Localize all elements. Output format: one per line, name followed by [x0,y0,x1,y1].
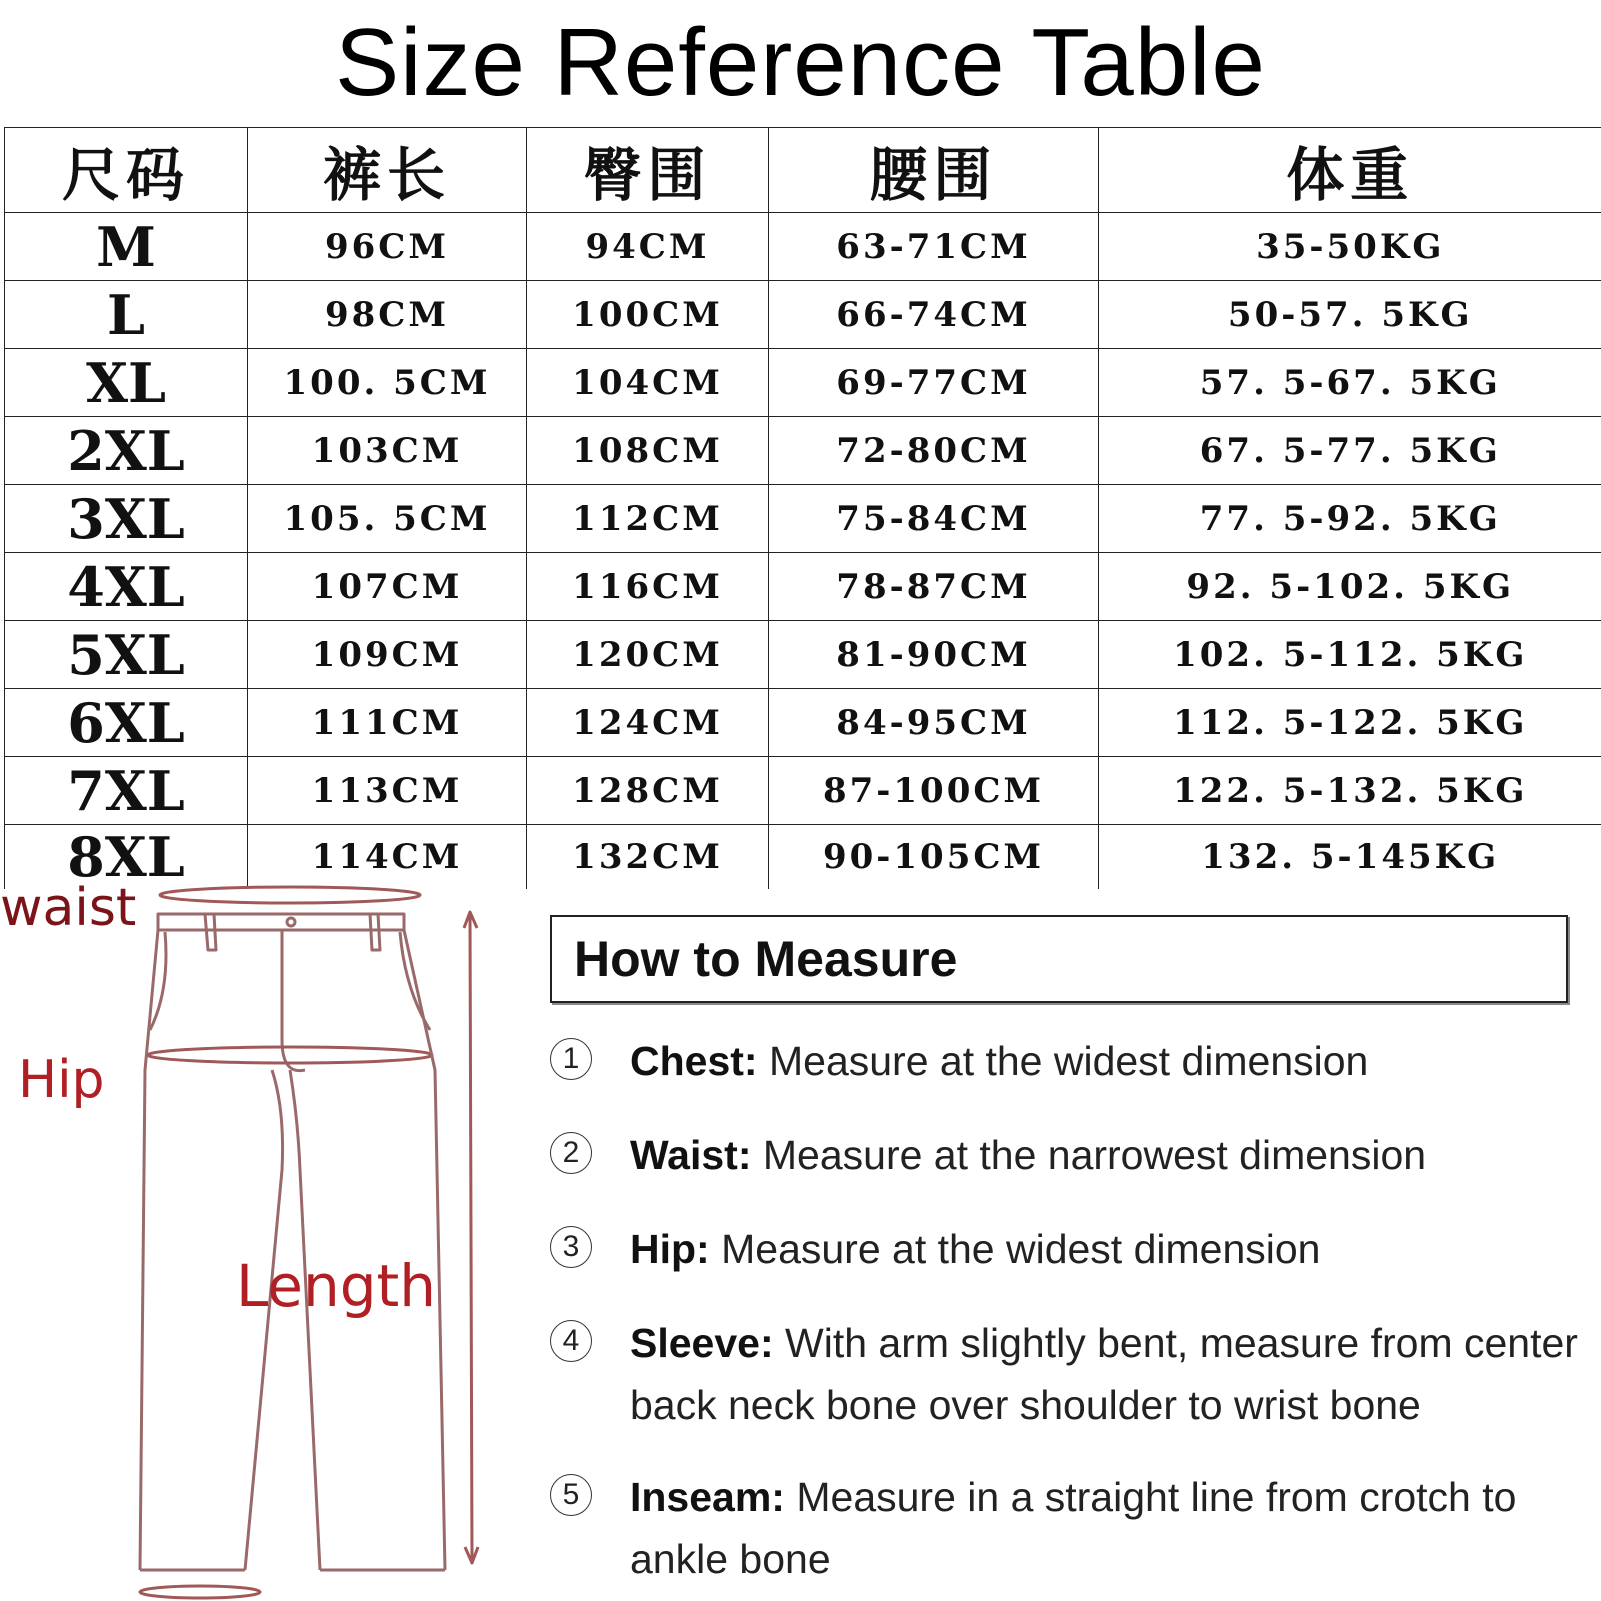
cell-length: 98CM [248,281,527,349]
cell-length: 109CM [248,621,527,689]
cell-hip: 128CM [527,757,769,825]
table-row [5,281,1601,349]
cell-hip: 132CM [527,825,769,890]
cell-weight: 67. 5-77. 5KG [1099,417,1601,485]
cell-weight: 102. 5-112. 5KG [1099,621,1601,689]
header-weight: 体重 [1099,128,1601,213]
cell-weight: 50-57. 5KG [1099,281,1601,349]
step-label: Sleeve: [630,1320,774,1366]
how-to-measure-header [550,915,1568,1003]
step-number-badge: 5 [550,1474,592,1516]
table-row [5,485,1601,553]
pants-diagram [0,870,520,1601]
cell-size: L [5,281,248,349]
cell-size: 8XL [5,825,248,890]
cell-hip: 100CM [527,281,769,349]
size-table [4,127,1601,889]
cell-waist: 78-87CM [769,553,1099,621]
step-description [630,1218,1590,1280]
table-row [5,757,1601,825]
cell-size: 7XL [5,757,248,825]
cell-hip: 94CM [527,213,769,281]
cell-length: 114CM [248,825,527,890]
header-length: 裤长 [248,128,527,213]
step-body: Measure in a straight line from crotch to ankle bone [630,1474,1517,1582]
how-to-measure-title: How to Measure [574,931,958,987]
cell-waist: 69-77CM [769,349,1099,417]
step-body: Measure at the widest dimension [721,1226,1321,1272]
step-body: Measure at the widest dimension [768,1038,1369,1084]
step-number-badge: 4 [550,1320,592,1362]
cell-hip: 104CM [527,349,769,417]
table-row [5,417,1601,485]
table-header-row [5,128,1601,213]
cell-waist: 66-74CM [769,281,1099,349]
cell-size: 4XL [5,553,248,621]
header-size: 尺码 [5,128,248,213]
table-row [5,621,1601,689]
cell-waist: 90-105CM [769,825,1099,890]
cell-length: 96CM [248,213,527,281]
cell-waist: 87-100CM [769,757,1099,825]
cell-hip: 124CM [527,689,769,757]
cell-size: M [5,213,248,281]
step-body: Measure at the narrowest dimension [762,1132,1427,1178]
table-row [5,689,1601,757]
table-row [5,213,1601,281]
step-number-badge: 1 [550,1038,592,1080]
cell-length: 100. 5CM [248,349,527,417]
cell-hip: 120CM [527,621,769,689]
pants-outline-illustration [0,870,520,1601]
cell-waist: 81-90CM [769,621,1099,689]
step-body: With arm slightly bent, measure from center back neck bone over shoulder to wrist bone [630,1320,1578,1428]
step-number-badge: 3 [550,1226,592,1268]
table-row [5,553,1601,621]
cell-weight: 122. 5-132. 5KG [1099,757,1601,825]
cell-weight: 35-50KG [1099,213,1601,281]
cell-size: 2XL [5,417,248,485]
cell-length: 105. 5CM [248,485,527,553]
cell-hip: 112CM [527,485,769,553]
hip-label: Hip [18,1050,105,1110]
cell-weight: 77. 5-92. 5KG [1099,485,1601,553]
cell-weight: 132. 5-145KG [1099,825,1601,890]
cell-weight: 92. 5-102. 5KG [1099,553,1601,621]
cell-waist: 72-80CM [769,417,1099,485]
cell-weight: 57. 5-67. 5KG [1099,349,1601,417]
cell-hip: 108CM [527,417,769,485]
step-label: Hip: [630,1226,710,1272]
cell-size: XL [5,349,248,417]
header-waist: 腰围 [769,128,1099,213]
step-label: Waist: [630,1132,752,1178]
length-label: Length [236,1252,437,1320]
cell-waist: 84-95CM [769,689,1099,757]
cell-length: 103CM [248,417,527,485]
step-description [630,1312,1590,1436]
header-hip: 臀围 [527,128,769,213]
cell-size: 6XL [5,689,248,757]
cell-waist: 63-71CM [769,213,1099,281]
cell-size: 3XL [5,485,248,553]
waist-label: waist [0,878,137,938]
cell-hip: 116CM [527,553,769,621]
step-label: Chest: [630,1038,758,1084]
cell-length: 111CM [248,689,527,757]
step-description [630,1466,1590,1590]
cell-length: 113CM [248,757,527,825]
step-description [630,1030,1590,1092]
cell-length: 107CM [248,553,527,621]
page-title: Size Reference Table [335,9,1266,116]
cell-size: 5XL [5,621,248,689]
step-description [630,1124,1590,1186]
cell-waist: 75-84CM [769,485,1099,553]
table-row [5,349,1601,417]
cell-weight: 112. 5-122. 5KG [1099,689,1601,757]
step-number-badge: 2 [550,1132,592,1174]
step-label: Inseam: [630,1474,785,1520]
